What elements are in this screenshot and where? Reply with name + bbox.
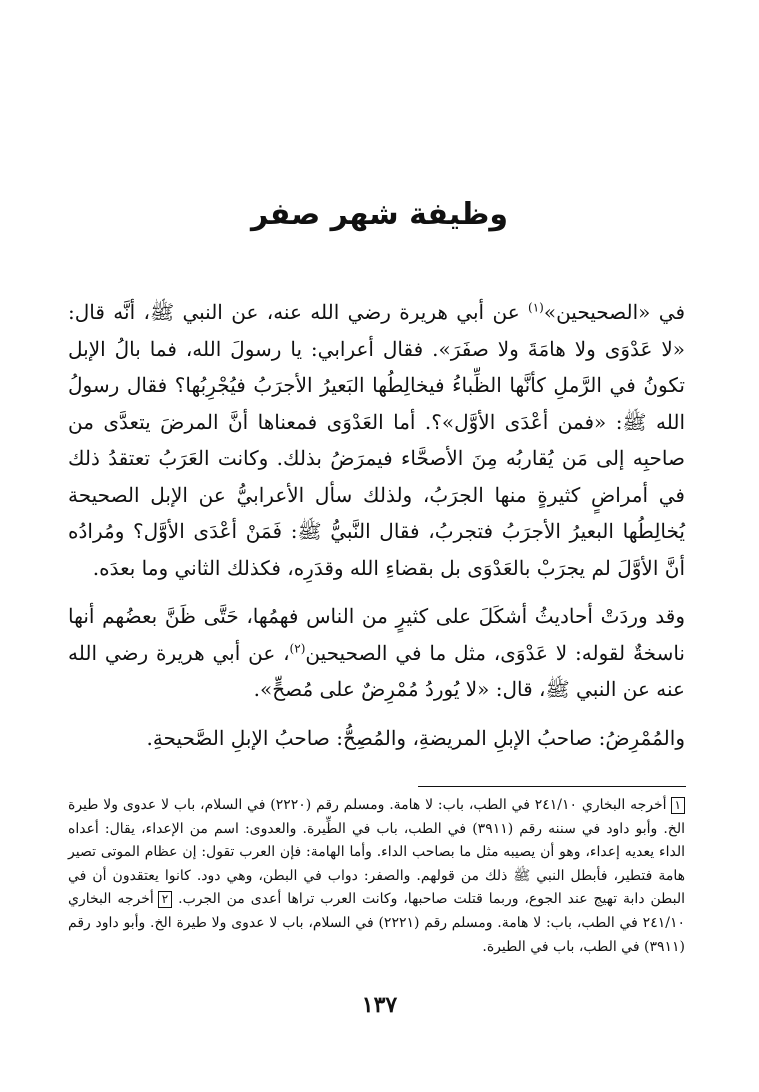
paragraph-1-text-b: عن أبي هريرة رضي الله عنه، عن النبي ﷺ، أنَّه قال: «لا عَدْوَى ولا هامَةَ ولا صفَرَ». فقال أعرابي: يا رسولَ الله، فما بالُ الإبل تكونُ في الرَّملِ كأنَّها الظِّباءُ فيخالِطُها البَعيرُ الأجرَبُ فيُجْرِبُها؟ فقال رسولُ الله ﷺ: «فمن أعْدَى الأوَّل»؟. أما العَدْوَى فمعناها أنَّ المرضَ يتعدَّى من صاحبِه إلى مَن يُقاربُه مِنَ الأصحَّاء فيمرَضُ بذلك. وكانت العَرَبُ تعتقدُ ذلك في أمراضٍ كثيرةٍ منها الجرَبُ، ولذلك سأل الأعرابيُّ عن الإبل الصحيحة يُخالِطُها البعيرُ الأجرَبُ فتجربُ، فقال النَّبيُّ ﷺ: فَمَنْ أعْدَى الأوَّل؟ ومُرادُه أنَّ الأوَّلَ لم يجرَبْ بالعَدْوَى بل بقضاءِ الله وقدَرِه، فكذلك الثاني وما بعدَه. (68, 300, 686, 580)
paragraph-2-text-b: ، عن أبي هريرة رضي الله عنه عن النبي ﷺ، قال: «لا يُوردُ مُمْرِضٌ على مُصحٍّ». (68, 640, 685, 701)
main-text (68, 294, 685, 768)
footnote-1-number: ١ (671, 797, 685, 814)
paragraph-2-text-a: وقد وردَتْ أحاديثُ أشكَلَ على كثيرٍ من الناس فهمُها، حَتَّى ظَنَّ بعضُهم أنها ناسخةٌ لقوله: لا عَدْوَى، مثل ما في الصحيحين (68, 604, 685, 665)
paragraph-2 (68, 598, 685, 708)
paragraph-1 (68, 294, 685, 586)
footnote-1 (68, 794, 685, 959)
footnote-2-text: أخرجه البخاري ٢٤١/١٠ في الطب، باب: لا هامة. ومسلم رقم (٢٢٢١) في السلام، باب لا عدوى ولا طيرة الخ. وأبو داود رقم (٣٩١١) في الطب، باب في الطيرة. (68, 891, 685, 955)
page-title: وظيفة شهر صفر (250, 197, 509, 232)
footnote-ref-1: (١) (528, 300, 544, 315)
page-number: ١٣٧ (361, 992, 398, 1018)
paragraph-1-text-a: في «الصحيحين» (543, 300, 686, 324)
paragraph-3-text-a: والمُمْرِضُ: صاحبُ الإبلِ المريضةِ، والمُصِحُّ: صاحبُ الإبلِ الصَّحيحةِ. (146, 725, 685, 750)
footnote-ref-2: (٢) (289, 640, 306, 655)
footnote-divider (418, 786, 686, 787)
footnotes (68, 794, 685, 959)
footnote-1-text: أخرجه البخاري ٢٤١/١٠ في الطب، باب: لا هامة. ومسلم رقم (٢٢٢٠) في السلام، باب لا عدوى ولا طيرة الخ. وأبو داود في سننه رقم (٣٩١١) في الطب، باب في الطِّيرة. والعدوى: اسم من الإعداء، يقال: أعداه الداء يعديه إعداء، وهو أن يصيبه مثل ما بصاحب الداء. وأما الهامة: فإن العرب تقول: إن عظام الموتى تصير هامة فتطير، فأبطل النبي ﷺ ذلك من قولهم. والصفر: دواب في البطن، وهي دود. كانوا يعتقدون أن في البطن دابة تهيج عند الجوع، وربما قتلت صاحبها، وكانت العرب تراها أعدى من الجرب. (68, 797, 685, 908)
paragraph-3 (68, 720, 685, 757)
footnote-2-number: ٢ (158, 891, 172, 908)
